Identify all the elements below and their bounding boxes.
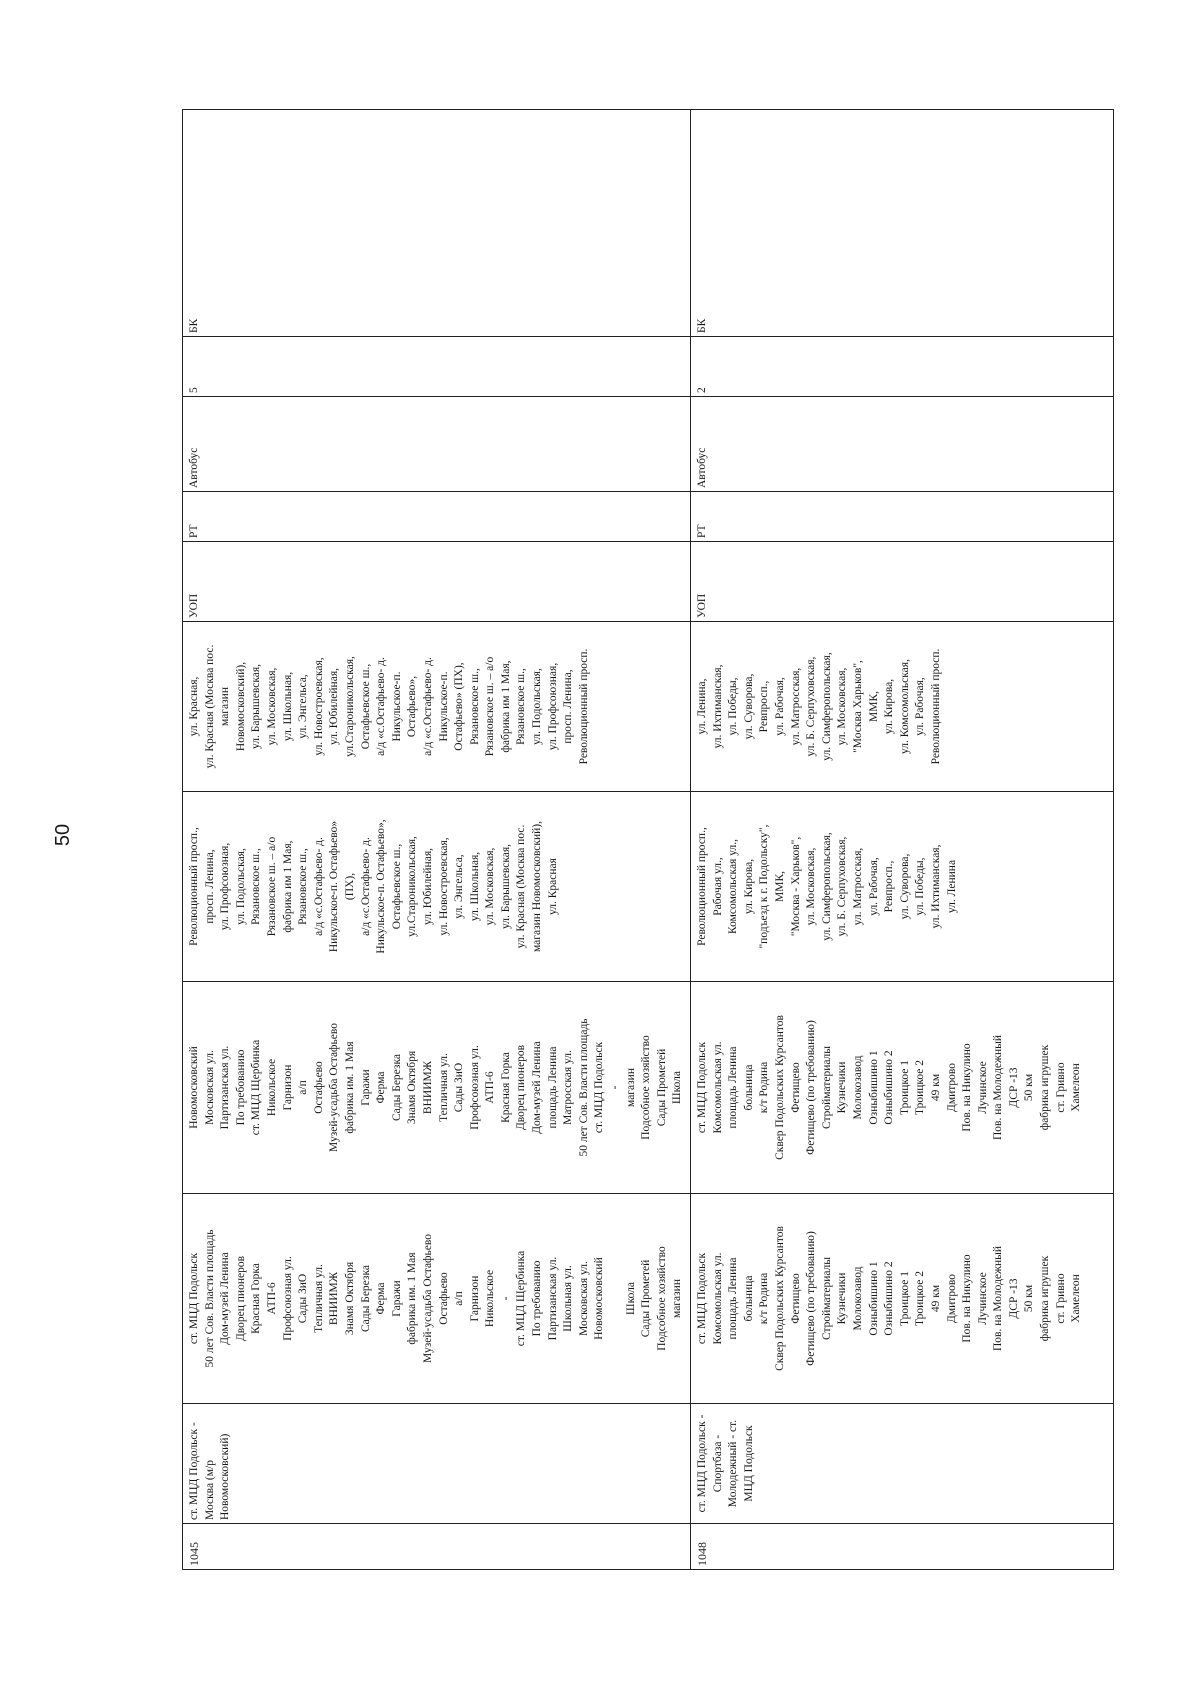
list-line: фабрика им. 1 Мая xyxy=(406,1252,419,1345)
list-line: ул. Подольская, xyxy=(234,848,247,925)
class-cell: БК xyxy=(183,110,691,337)
list-line: ул. Ихтиманская, xyxy=(711,664,724,749)
list-line: Революционный просп. xyxy=(577,648,590,765)
list-line: Сады Березка xyxy=(359,1265,372,1332)
list-line: Дом-музей Ленина xyxy=(531,1041,544,1134)
list-line: Хамелеон xyxy=(1070,1063,1083,1112)
list-line: Никольское xyxy=(265,1058,278,1117)
list-line: Рязановское ш., xyxy=(468,668,481,745)
list-line: ул. Симферопольская, xyxy=(820,832,833,941)
list-line: 50 км xyxy=(1023,1073,1036,1102)
list-line: площадь Ленина xyxy=(546,1046,559,1129)
list-line: ул. Профсоюзная, xyxy=(219,842,232,931)
list-line: Никульское-п. xyxy=(437,671,450,742)
list-line: 50 лет Сов. Власти площадь xyxy=(577,1018,590,1157)
list-line: Дом-музей Ленина xyxy=(219,1252,232,1345)
list-line: Московская ул. xyxy=(577,1261,590,1336)
list-line: Московская ул. xyxy=(203,1050,216,1125)
list-line: ВНИИМЖ xyxy=(328,1271,341,1326)
list-line: площадь Ленина xyxy=(727,1257,740,1340)
list-line: фабрика игрушек xyxy=(1039,1044,1052,1131)
list-line: Тепличная ул. xyxy=(437,1053,450,1122)
list-line: Подсобное хозяйство xyxy=(655,1246,668,1351)
list-line: Рязановское ш., xyxy=(515,668,528,745)
list-line: Новомосковский xyxy=(593,1257,606,1340)
list-line: По требованию xyxy=(234,1049,247,1126)
list-line: Рабочая ул., xyxy=(711,857,724,916)
list-line: магазин xyxy=(624,1068,637,1107)
list-line: ул. Рабочая, xyxy=(867,857,880,916)
list-line: Молокозавод xyxy=(851,1055,864,1120)
list-line: Остафьевское ш., xyxy=(359,663,372,750)
list-line: фабрика им 1 Мая, xyxy=(499,660,512,753)
list-line: ул. Энгельса, xyxy=(453,854,466,919)
list-line: ул. Московская, xyxy=(836,667,849,746)
stops-forward xyxy=(183,1194,691,1404)
list-line: 50 лет Сов. Власти площадь xyxy=(203,1229,216,1368)
list-line: ул. Новостроевская, xyxy=(437,837,450,936)
list-line: фабрика игрушек xyxy=(1039,1255,1052,1342)
list-line: ул. Ленина, xyxy=(696,678,708,735)
list-line: Рязановское ш. – а/о xyxy=(484,656,497,757)
list-line: Революционный просп., xyxy=(696,827,708,946)
list-line: Озныбишино 2 xyxy=(883,1261,896,1336)
list-line: АТП-6 xyxy=(265,1282,278,1315)
list-line: ВНИИМЖ xyxy=(421,1060,434,1115)
list-line: Комсомольская ул. xyxy=(711,1252,724,1345)
transport-cell: Автобус xyxy=(691,397,1114,492)
list-line: 49 км xyxy=(929,1073,942,1102)
list-line: ул. Кирова, xyxy=(742,858,755,915)
list-line: - xyxy=(499,1296,512,1301)
list-line: Пов. на Никулино xyxy=(961,1254,974,1343)
list-line: Партизанская ул. xyxy=(219,1045,232,1130)
list-line: Никульское-п. Остафьево» xyxy=(328,820,341,953)
list-line: Рязановское ш., xyxy=(250,848,263,925)
list-line: ул. Московская, xyxy=(805,847,818,926)
list-line: Остафьевское ш., xyxy=(390,843,403,930)
rt-cell: РТ xyxy=(183,492,691,542)
list-line: Гарнизон xyxy=(281,1064,294,1111)
list-line: а/д «с.Остафьево- д. xyxy=(312,837,325,936)
list-line: ул. Рабочая, xyxy=(773,677,786,736)
list-line: ул. Красная (Москва пос. xyxy=(203,644,216,769)
list-line: а/д «с.Остафьево- д. xyxy=(359,837,372,936)
list-line: Дворец пионеров xyxy=(515,1044,528,1131)
list-line: Профсоюзная ул. xyxy=(281,1256,294,1341)
list-line: Лучинское xyxy=(976,1272,989,1325)
list-line: 49 км xyxy=(929,1284,942,1313)
routes-table xyxy=(182,109,1114,1570)
list-line: Ревпросп., xyxy=(883,860,896,913)
list-line: Партизанская ул. xyxy=(546,1256,559,1341)
list-line: Подсобное хозяйство xyxy=(640,1035,653,1140)
list-line: ул. Энгельса, xyxy=(297,674,310,739)
list-line: ул.Староникольская, xyxy=(343,656,356,757)
list-line: Гаражи xyxy=(359,1069,372,1106)
list-line: магазин xyxy=(219,687,232,726)
list-line: ул. Б. Серпуховская, xyxy=(805,656,818,757)
list-line: ст. МЦД Щербинка xyxy=(250,1039,263,1136)
list-line: Знамя Октября xyxy=(406,1050,419,1125)
list-line: Сады Березка xyxy=(390,1054,403,1121)
list-line: Школа xyxy=(671,1070,684,1105)
list-line: Остафьево», xyxy=(406,675,419,738)
list-line: АТП-6 xyxy=(484,1071,497,1104)
list-line: ул. Матросская, xyxy=(789,667,802,746)
list-line: Музей-усадьба Остафьево xyxy=(421,1234,434,1363)
list-line: ул. Барышевская, xyxy=(499,843,512,930)
list-line: Хамелеон xyxy=(1070,1274,1083,1323)
route-row-1045 xyxy=(183,110,691,1570)
route-name: ст. МЦД Подольск - Москва (м/р Новомосковский) xyxy=(183,1404,691,1524)
route-number: 1048 xyxy=(691,1524,1114,1570)
route-name: ст. МЦД Подольск - Спортбаза - Молодежный - ст. МЦД Подольск xyxy=(691,1404,1114,1524)
list-line: 50 км xyxy=(1023,1284,1036,1313)
list-line: Никольское xyxy=(484,1269,497,1328)
list-line: Фетищево xyxy=(789,1062,802,1113)
list-line: Троицкое 2 xyxy=(914,1270,927,1327)
list-line: Новомосковский xyxy=(188,1046,200,1129)
list-line: Ферма xyxy=(375,1071,388,1104)
list-line: ул. Комсомольская, xyxy=(898,659,911,754)
list-line: Профсоюзная ул. xyxy=(468,1045,481,1130)
list-line: ст. МЦД Подольск xyxy=(593,1041,606,1134)
list-line: ул. Красная, xyxy=(188,676,200,737)
list-line: (ПХ), xyxy=(343,872,356,901)
list-line: Никульское-п. xyxy=(390,671,403,742)
list-line: ул. Новостроевская, xyxy=(312,657,325,756)
list-line: ул. Красная (Москва пос. xyxy=(515,824,528,949)
list-line: ул. Профсоюзная, xyxy=(546,662,559,751)
list-line: Фетищево (по требованию) xyxy=(805,1231,818,1366)
list-line: ММК, xyxy=(867,691,880,722)
streets-backward xyxy=(691,622,1114,792)
streets-backward xyxy=(183,622,691,792)
list-line: Стройматериалы xyxy=(820,1045,833,1130)
list-line: Пов. на Молодежный xyxy=(992,1246,1005,1351)
list-line: Троицкое 1 xyxy=(898,1270,911,1327)
list-line: Гаражи xyxy=(390,1280,403,1317)
stops-backward xyxy=(183,982,691,1194)
list-line: Кузнечики xyxy=(836,1272,849,1325)
list-line: Ревпросп., xyxy=(758,680,771,733)
list-line xyxy=(608,1197,624,1400)
list-line: ДСР -13 xyxy=(1007,1067,1020,1108)
list-line: Сквер Подольских Курсантов xyxy=(773,1226,786,1371)
list-line: Школьная ул. xyxy=(562,1265,575,1332)
list-line: ул. Юбилейная, xyxy=(328,668,341,745)
list-line: Кузнечики xyxy=(836,1061,849,1114)
list-line: ул. Красная xyxy=(546,858,559,915)
list-line: Молокозавод xyxy=(851,1266,864,1331)
list-line: Фетищево (по требованию) xyxy=(805,1020,818,1155)
list-line: Красная Горка xyxy=(250,1263,263,1334)
streets-forward xyxy=(691,792,1114,982)
list-line: а/д «с.Остафьево- д. xyxy=(421,657,434,756)
list-line: а/д «с.Остафьево- д. xyxy=(375,657,388,756)
list-line: Остафьево xyxy=(312,1061,325,1114)
list-line: Новомосковский), xyxy=(234,661,247,752)
list-line: Никульское-п. Остафьево», xyxy=(375,819,388,954)
list-line: ул. Ихтиманская, xyxy=(929,844,942,929)
list-line: ул. Московская, xyxy=(265,667,278,746)
list-line: Рязановское ш. – а/о xyxy=(265,836,278,937)
list-line: а/п xyxy=(453,1291,466,1306)
list-line: Комсомольская ул. xyxy=(711,1041,724,1134)
route-row-1048 xyxy=(691,110,1114,1570)
list-line: Дмитрово xyxy=(945,1273,958,1324)
list-line: Сквер Подольских Курсантов xyxy=(773,1015,786,1160)
uop-cell: УОП xyxy=(183,542,691,622)
list-line: Стройматериалы xyxy=(820,1256,833,1341)
list-line: Лучинское xyxy=(976,1061,989,1114)
list-line: Революционный просп. xyxy=(929,648,942,765)
list-line: Комсомольская ул., xyxy=(727,839,740,934)
list-line: фабрика им 1 Мая, xyxy=(281,840,294,933)
list-line: Музей-усадьба Остафьево xyxy=(328,1023,341,1152)
list-line: ул. Московская, xyxy=(484,847,497,926)
list-line: "Москва - Харьков", xyxy=(789,836,802,937)
list-line: Дворец пионеров xyxy=(234,1255,247,1342)
list-line: ул. Суворова, xyxy=(742,673,755,740)
list-line: больница xyxy=(742,1064,755,1111)
list-line: Пов. на Никулино xyxy=(961,1043,974,1132)
list-line: Школа xyxy=(624,1281,637,1316)
list-line: ул. Победы, xyxy=(914,857,927,916)
list-line: больница xyxy=(742,1275,755,1322)
list-line: ст. Гривно xyxy=(1054,1273,1067,1324)
list-line: площадь Ленина xyxy=(727,1046,740,1129)
list-line: ул. Школьная, xyxy=(468,851,481,922)
list-line: Красная Горка xyxy=(499,1052,512,1123)
list-line: Матросская ул. xyxy=(562,1050,575,1125)
list-line: Рязановское ш., xyxy=(297,848,310,925)
list-line: Революционный просп., xyxy=(188,827,200,946)
list-line: ДСР -13 xyxy=(1007,1278,1020,1319)
streets-forward xyxy=(183,792,691,982)
list-line: - xyxy=(609,1085,622,1090)
list-line: Сады Прометей xyxy=(655,1048,668,1127)
list-line: Троицкое 2 xyxy=(914,1059,927,1116)
list-line: Фетищево xyxy=(789,1273,802,1324)
rotated-table-container xyxy=(182,110,1110,1570)
list-line: Троицкое 1 xyxy=(898,1059,911,1116)
class-cell: БК xyxy=(691,110,1114,337)
transport-cell: Автобус xyxy=(183,397,691,492)
list-line: "Москва Харьков", xyxy=(851,660,864,753)
list-line: Сады Прометей xyxy=(640,1259,653,1338)
list-line: Остафьево» (ПХ), xyxy=(453,662,466,751)
list-line: ул. Суворова, xyxy=(898,853,911,920)
list-line: ул. Матросская, xyxy=(851,847,864,926)
list-line: ул. Рабочая, xyxy=(914,677,927,736)
list-line: Озныбишино 1 xyxy=(867,1050,880,1125)
list-line: к/т Родина xyxy=(758,1061,771,1114)
list-line: Озныбишино 1 xyxy=(867,1261,880,1336)
list-line: ул. Барышевская, xyxy=(250,663,263,750)
list-line: а/п xyxy=(297,1080,310,1095)
list-line: Тепличная ул. xyxy=(312,1264,325,1333)
list-line: ул. Юбилейная, xyxy=(421,848,434,925)
list-line: фабрика им. 1 Мая xyxy=(343,1041,356,1134)
list-line: ММК, xyxy=(773,871,786,902)
page-number: 50 xyxy=(51,823,74,847)
list-line: Остафьево xyxy=(437,1272,450,1325)
list-line: ст. МЦД Подольск xyxy=(696,1041,708,1134)
list-line: ул. Победы, xyxy=(727,677,740,736)
list-line: ул. Подольская, xyxy=(531,668,544,745)
list-line: Озныбишино 2 xyxy=(883,1050,896,1125)
list-line: ул.Староникольская, xyxy=(406,836,419,937)
list-line: Гарнизон xyxy=(468,1275,481,1322)
list-line: Сады ЗиО xyxy=(453,1062,466,1113)
stops-forward xyxy=(691,1194,1114,1404)
list-line: просп. Ленина, xyxy=(562,669,575,744)
list-line: ул. Б. Серпуховская, xyxy=(836,836,849,937)
list-line: Пов. на Молодежный xyxy=(992,1035,1005,1140)
list-line: Ферма xyxy=(375,1282,388,1315)
list-line: ст. МЦД Подольск xyxy=(696,1252,708,1345)
list-line: магазин Новомосковский), xyxy=(531,820,544,953)
count-cell: 5 xyxy=(183,337,691,397)
list-line: Знамя Октября xyxy=(343,1261,356,1336)
list-line: ст. МЦД Подольск xyxy=(188,1252,200,1345)
list-line: просп. Ленина, xyxy=(203,849,216,924)
count-cell: 2 xyxy=(691,337,1114,397)
stops-backward xyxy=(691,982,1114,1194)
list-line: "подъезд к г. Подольску", xyxy=(758,824,771,949)
list-line: Дмитрово xyxy=(945,1062,958,1113)
list-line: магазин xyxy=(671,1279,684,1318)
list-line: ул. Кирова, xyxy=(883,678,896,735)
list-line: ул. Школьная, xyxy=(281,671,294,742)
list-line: к/т Родина xyxy=(758,1272,771,1325)
list-line: ст. МЦД Щербинка xyxy=(515,1250,528,1347)
rt-cell: РТ xyxy=(691,492,1114,542)
uop-cell: УОП xyxy=(691,542,1114,622)
list-line: ул. Симферопольская, xyxy=(820,652,833,761)
list-line: ул. Ленина xyxy=(945,859,958,914)
list-line: По требованию xyxy=(531,1260,544,1337)
list-line: ст. Гривно xyxy=(1054,1062,1067,1113)
list-line: Сады ЗиО xyxy=(297,1273,310,1324)
route-number: 1045 xyxy=(183,1524,691,1570)
